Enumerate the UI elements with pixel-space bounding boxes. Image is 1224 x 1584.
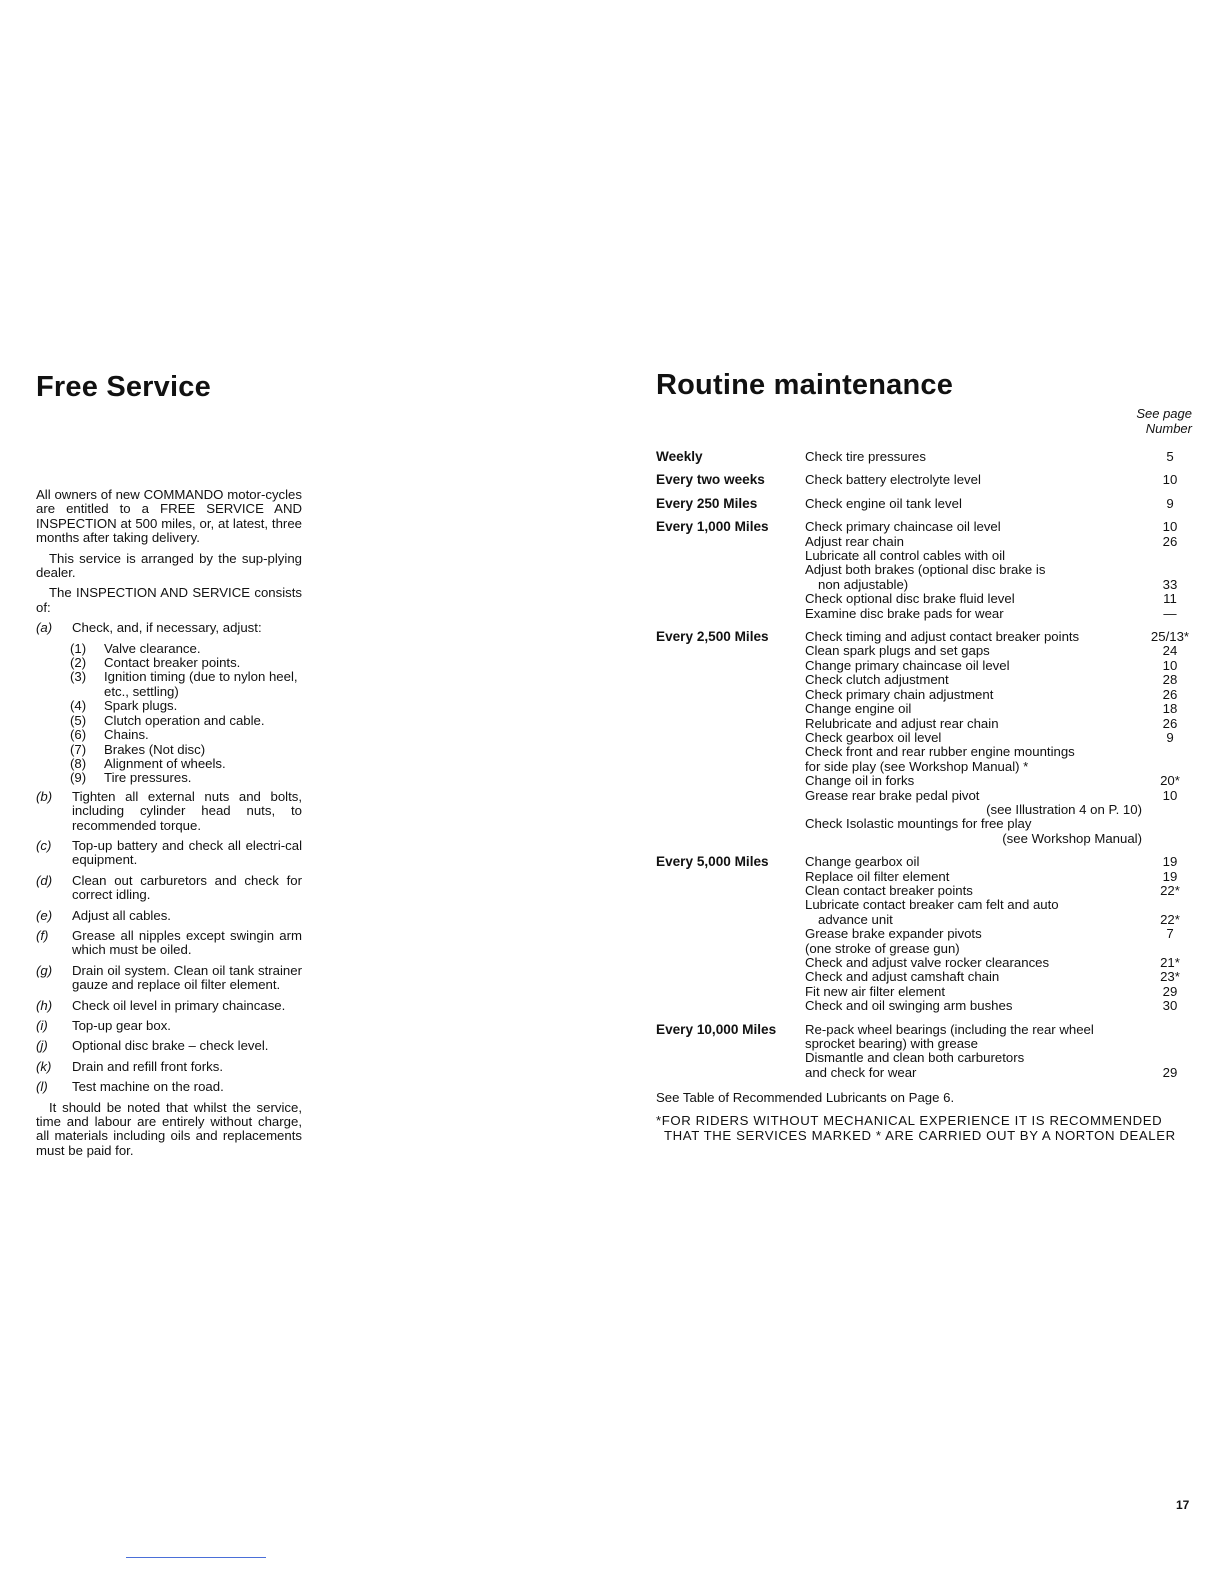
maintenance-row [805,717,1196,731]
maintenance-row [805,1037,1196,1051]
maintenance-row [805,473,1196,487]
maintenance-row [805,549,1196,563]
maintenance-group [656,473,1196,487]
page-ref: 10 [1162,657,1178,673]
task-text: Check tire pressures [805,449,926,464]
page-ref [1144,1023,1196,1037]
page-ref: 26 [1162,533,1178,549]
see-page-header: See page Number [1136,406,1192,436]
maintenance-row [805,607,1196,621]
page-ref: 9 [1166,495,1174,511]
maintenance-row [805,855,1196,869]
sub-list-item: (9) Tire pressures. [70,770,192,786]
page-ref: 22* [1160,882,1180,898]
page-number: 17 [1176,1498,1190,1512]
interval-label: Every two weeks [656,472,765,488]
page-ref: 29 [1162,1064,1178,1080]
page-ref [1144,1051,1196,1065]
maintenance-row [805,999,1196,1013]
sub-list-item: (7) Brakes (Not disc) [70,741,206,757]
maintenance-row [805,1051,1196,1065]
page-ref: 30 [1162,998,1178,1014]
maintenance-row [805,970,1196,984]
task-text: Check and oil swinging arm bushes [805,998,1013,1014]
task-text: (one stroke of grease gun) [805,940,960,956]
task-text: Grease rear brake pedal pivot [805,787,980,803]
list-item: (e) Adjust all cables. [36,907,171,923]
maintenance-row [805,745,1196,759]
maintenance-row [805,884,1196,898]
page-ref: 19 [1162,854,1178,870]
task-text: (see Illustration 4 on P. 10) [986,801,1142,817]
task-text: non adjustable) [818,576,909,592]
page-ref: 18 [1162,701,1178,717]
list-item: (d) Clean out carburetors and check for correct idling. [36,872,302,903]
maintenance-row [805,942,1196,956]
maintenance-row [805,774,1196,788]
maintenance-row [805,1066,1196,1080]
task-text: Fit new air filter element [805,983,945,999]
free-service-title: Free Service [36,371,211,403]
sub-list-item: (1) Valve clearance. [70,640,201,656]
maintenance-row [805,520,1196,534]
free-service-column [36,370,302,1164]
maintenance-schedule [656,450,1196,1080]
maintenance-row [805,563,1196,577]
page-ref [1144,817,1196,831]
page-ref [1144,549,1196,563]
page-ref [1144,1037,1196,1051]
interval-label: Weekly [656,449,703,464]
page-ref: 11 [1163,591,1177,607]
list-item: (g) Drain oil system. Clean oil tank strainer gauze and replace oil filter element. [36,962,302,993]
task-text: Lubricate all control cables with oil [805,548,1006,564]
dealer-note: *FOR RIDERS WITHOUT MECHANICAL EXPERIENCE IT IS RECOMMENDED THAT THE SERVICES MARKED * ARE CARRIED OUT BY A NORTON DEALER [656,1113,1176,1144]
maintenance-row [805,659,1196,673]
task-text: Dismantle and clean both carburetors [805,1050,1025,1066]
page-ref: 26 [1162,686,1178,702]
task-text: Clean spark plugs and set gaps [805,643,990,659]
task-text: Change oil in forks [805,773,915,789]
list-item: (i) Top-up gear box. [36,1018,171,1033]
task-text: Replace oil filter element [805,868,950,884]
consists-paragraph: The INSPECTION AND SERVICE consists of: [36,585,302,615]
page-ref: 26 [1162,715,1178,731]
page-ref: 19 [1162,868,1178,884]
page-ref [1144,745,1196,759]
maintenance-row [805,927,1196,941]
page-ref [1144,942,1196,956]
page-ref [1144,803,1196,817]
page-ref: 7 [1166,926,1174,942]
page-ref [1144,832,1196,846]
task-text: (see Workshop Manual) [1002,830,1142,846]
maintenance-row [805,450,1196,464]
page-ref [1144,898,1196,912]
task-text: Check timing and adjust contact breaker points [805,629,1080,645]
task-text: Lubricate contact breaker cam felt and auto [805,897,1059,913]
maintenance-row [805,803,1196,817]
closing-paragraph: It should be noted that whilst the service, time and labour are entirely without charge, all materials including oils and replacements must be paid for. [36,1099,302,1158]
maintenance-row [805,688,1196,702]
maintenance-row [805,592,1196,606]
task-text: Clean contact breaker points [805,882,973,898]
interval-label: Every 10,000 Miles [656,1021,777,1037]
arranged-paragraph: This service is arranged by the sup-plying dealer. [36,550,302,581]
sub-list-item: (3) Ignition timing (due to nylon heel, etc., settling) [70,669,298,699]
task-text: sprocket bearing) with grease [805,1036,978,1052]
task-text: Change primary chaincase oil level [805,657,1010,673]
task-text: Check gearbox oil level [805,729,942,745]
task-text: Check engine oil tank level [805,495,962,511]
list-item: (j) Optional disc brake – check level. [36,1038,269,1054]
lubricants-note: See Table of Recommended Lubricants on Page 6. [656,1090,955,1106]
interval-label: Every 5,000 Miles [656,854,769,870]
task-text: Change gearbox oil [805,854,920,870]
page-ref: 9 [1166,729,1174,745]
page-ref: 23* [1160,969,1180,985]
task-text: Examine disc brake pads for wear [805,605,1004,621]
task-text: Check primary chaincase oil level [805,519,1001,535]
page-ref: 5 [1166,449,1174,464]
maintenance-row [805,817,1196,831]
task-text: Check clutch adjustment [805,672,949,688]
maintenance-group [656,497,1196,511]
list-item: (f) Grease all nipples except swingin arm which must be oiled. [36,927,302,958]
maintenance-row [805,535,1196,549]
maintenance-row [805,789,1196,803]
maintenance-row [805,913,1196,927]
list-item: (b) Tighten all external nuts and bolts, including cylinder head nuts, to recommended torque. [36,788,302,833]
task-text: advance unit [818,911,893,927]
sub-list-item: (8) Alignment of wheels. [70,755,226,771]
page-ref [1144,563,1196,577]
page-ref: 33 [1162,576,1178,592]
maintenance-row [805,644,1196,658]
task-text: Check and adjust valve rocker clearances [805,955,1050,970]
sub-list-item: (5) Clutch operation and cable. [70,712,265,728]
task-text: Check primary chain adjustment [805,686,994,702]
maintenance-row [805,832,1196,846]
page-ref: 10 [1162,787,1178,803]
task-text: Check battery electrolyte level [805,472,981,488]
list-item: (h) Check oil level in primary chaincase. [36,997,286,1013]
maintenance-row [805,870,1196,884]
page-ref: 10 [1162,519,1178,535]
maintenance-row [805,760,1196,774]
maintenance-group [656,520,1196,621]
link-underline [126,1557,266,1558]
intro-paragraph: All owners of new COMMANDO motor-cycles are entitled to a FREE SERVICE AND INSPECTION at 500 miles, or, at latest, three months after taking delivery. [36,487,302,546]
maintenance-row [805,898,1196,912]
page-ref: 10 [1162,472,1178,488]
task-text: Relubricate and adjust rear chain [805,715,999,731]
maintenance-row [805,702,1196,716]
task-text: Grease brake expander pivots [805,926,982,942]
task-text: Change engine oil [805,701,912,717]
page-ref [1144,760,1196,774]
task-text: Check Isolastic mountings for free play [805,816,1032,832]
task-text: Adjust both brakes (optional disc brake is [805,562,1046,578]
task-text: for side play (see Workshop Manual) * [805,758,1029,774]
sub-list [36,642,302,786]
sub-list-item: (4) Spark plugs. [70,698,178,714]
list-item: (c) Top-up battery and check all electri-cal equipment. [36,837,302,868]
interval-label: Every 1,000 Miles [656,519,769,535]
page-ref: 25/13* [1150,629,1190,645]
maintenance-row [805,956,1196,970]
page-ref: 20* [1160,773,1180,789]
task-text: and check for wear [805,1064,917,1080]
maintenance-row [805,985,1196,999]
routine-maintenance-title: Routine maintenance [656,369,954,401]
task-text: Check and adjust camshaft chain [805,969,1000,985]
maintenance-row [805,673,1196,687]
page-ref: 21* [1160,955,1180,970]
page-ref: 22* [1160,911,1180,927]
page-ref: 28 [1162,672,1178,688]
maintenance-group [656,855,1196,1013]
task-text: Re-pack wheel bearings (including the rear wheel [805,1021,1094,1037]
maintenance-row [805,731,1196,745]
page-ref: 24 [1162,643,1178,659]
sub-list-item: (2) Contact breaker points. [70,655,241,671]
routine-maintenance-column [656,368,1196,1143]
list-item: (a) Check, and, if necessary, adjust: [36,620,262,636]
maintenance-group [656,1023,1196,1081]
sub-list-item: (6) Chains. [70,727,149,743]
page-ref: 29 [1162,983,1178,999]
maintenance-row [805,1023,1196,1037]
maintenance-row [805,497,1196,511]
maintenance-row [805,630,1196,644]
task-text: Check front and rear rubber engine mountings [805,744,1075,760]
task-text: Check optional disc brake fluid level [805,591,1015,607]
interval-label: Every 2,500 Miles [656,629,769,645]
page-ref: — [1163,605,1177,621]
maintenance-row [805,578,1196,592]
list-item: (k) Drain and refill front forks. [36,1058,223,1074]
maintenance-group [656,630,1196,846]
list-item: (l) Test machine on the road. [36,1079,224,1095]
interval-label: Every 250 Miles [656,495,758,511]
task-text: Adjust rear chain [805,533,904,549]
maintenance-group [656,450,1196,464]
